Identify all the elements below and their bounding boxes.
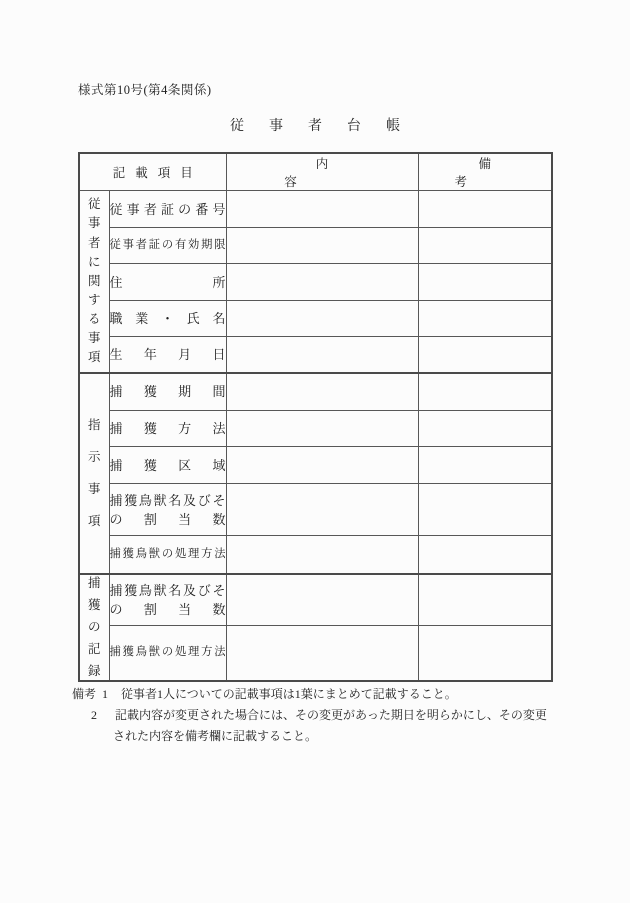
table-row [79,411,552,447]
section-capture-record [79,574,552,681]
table-row [79,264,552,301]
table-row [79,626,552,681]
column-header-item: 記載項目 [79,153,226,191]
table-row [79,536,552,574]
note-text: 記載内容が変更された場合には、その変更があった期日を明らかにし、その変更された内容を備考欄に記載すること。 [113,708,547,743]
row-label-occupation-name: 職業・氏名 [109,301,226,337]
row-label-captured-disposal-method: 捕獲鳥獣の処理方法 [109,626,226,681]
content-cell [226,264,418,301]
content-cell [226,626,418,681]
section-label-instructions [79,373,109,574]
remarks-cell [418,626,552,681]
table-row [79,301,552,337]
column-header-remarks: 備考 [418,153,552,191]
row-label-capture-area: 捕獲区域 [109,447,226,484]
table-header-row [79,153,552,191]
remarks-cell [418,411,552,447]
section-instructions [79,373,552,574]
section-label-capture-record [79,574,109,681]
note-item-1 [102,684,612,705]
remarks-cell [418,337,552,373]
content-cell [226,447,418,484]
remarks-cell [418,574,552,626]
remarks-cell [418,373,552,411]
remarks-cell [418,447,552,484]
remarks-cell [418,484,552,536]
row-label-certificate-validity: 従事者証の有効期限 [109,228,226,264]
content-cell [226,228,418,264]
notes-label: 備考 [72,687,97,701]
table-row [79,484,552,536]
row-label-certificate-number: 従事者証の番号 [109,191,226,228]
section-worker-info [79,191,552,373]
table-row [79,191,552,228]
remarks-cell [418,301,552,337]
remarks-notes [72,684,612,747]
column-header-content: 内容 [226,153,418,191]
remarks-cell [418,536,552,574]
remarks-cell [418,264,552,301]
form-number: 様式第10号(第4条関係) [78,83,212,97]
content-cell [226,373,418,411]
vertical-section-label: 指 示 事 項 [87,417,101,528]
row-label-target-species-quota: 捕獲鳥獣名及びその割当数 [109,484,226,536]
table-row [79,447,552,484]
row-label-birthdate: 生年月日 [109,337,226,373]
content-cell [226,191,418,228]
content-cell [226,574,418,626]
vertical-section-label: 捕 獲 の 記 録 [87,575,101,678]
remarks-cell [418,228,552,264]
row-label-captured-species-quota: 捕獲鳥獣名及びその割当数 [109,574,226,626]
row-label-capture-period: 捕獲期間 [109,373,226,411]
row-label-disposal-method: 捕獲鳥獣の処理方法 [109,536,226,574]
table-row [79,574,552,626]
note-number: 1 [102,687,108,701]
content-cell [226,484,418,536]
remarks-cell [418,191,552,228]
note-item-2: 2 記載内容が変更された場合には、その変更があった期日を明らかにし、その変更された内容を備考欄に記載すること。 [91,708,547,743]
row-label-capture-method: 捕獲方法 [109,411,226,447]
content-cell [226,337,418,373]
page-title: 従事者台帳 [230,119,425,134]
table-row [79,228,552,264]
table-row [79,373,552,411]
table-row [79,337,552,373]
content-cell [226,536,418,574]
content-cell [226,301,418,337]
worker-ledger-table [78,152,553,682]
content-cell [226,411,418,447]
vertical-section-label: 従 事 者 に 関 す る 事 項 [87,197,101,365]
section-label-worker-info [79,191,109,373]
row-label-address: 住所 [109,264,226,301]
note-text: 従事者1人についての記載事項は1葉にまとめて記載すること。 [121,687,457,701]
